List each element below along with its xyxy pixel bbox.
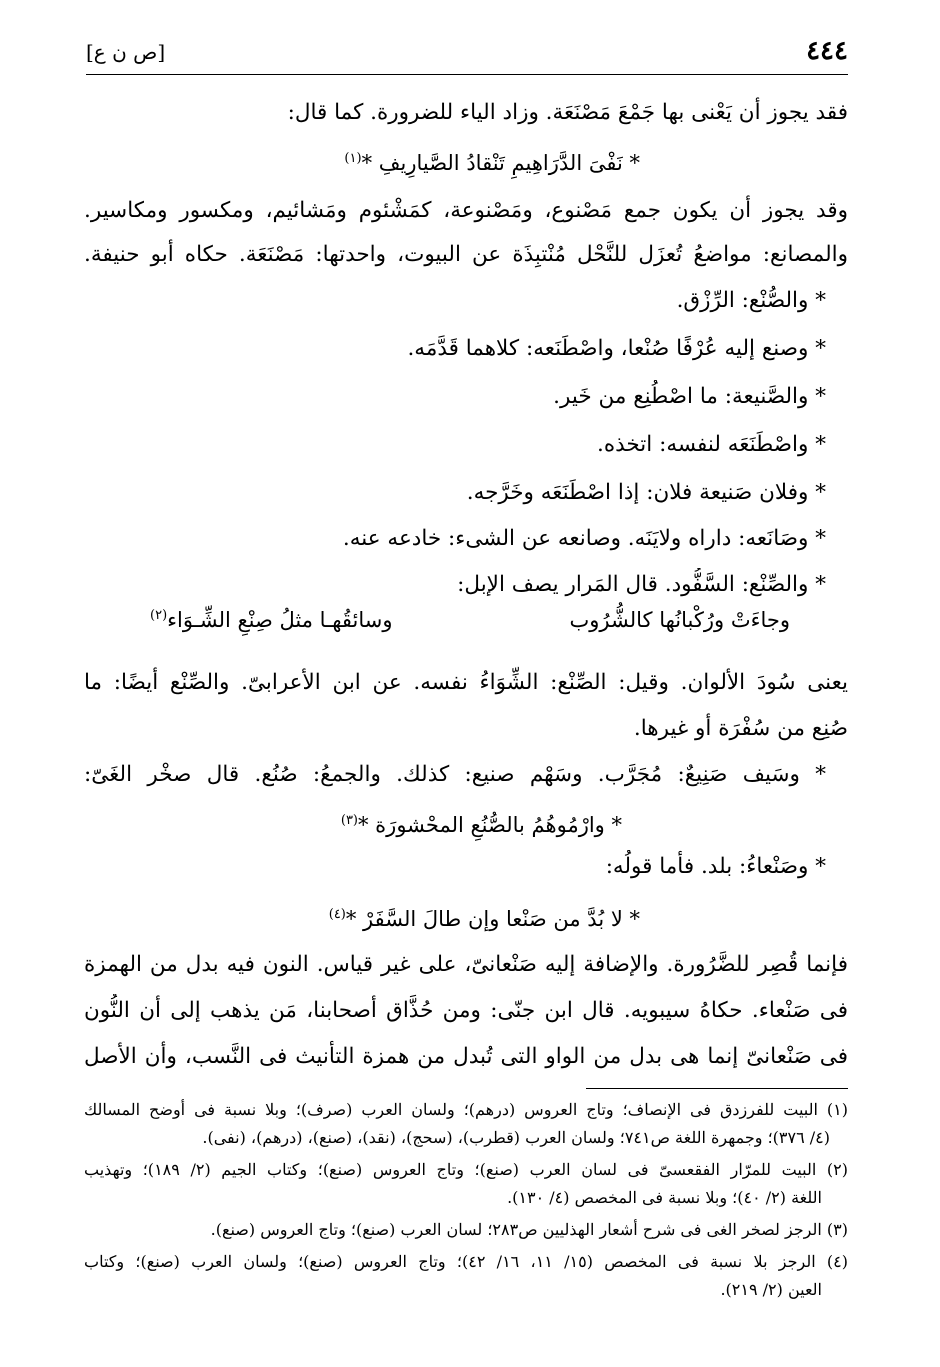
footnote-marker: (٣) [340, 813, 358, 828]
footnote-marker: (٢) [150, 608, 168, 623]
entry-line: * والصِّنْع: السَّفُّود. قال المَرار يصف الإبل: [457, 572, 826, 597]
text-line: فى صَنْعاء. حكاهُ سيبويه. قال ابن جنّى: ومن حُذَّاق أصحابنا، مَن يذهب إلى أن النُّون [84, 998, 848, 1023]
footnote-line: (١) البيت للفرزدق فى الإنصاف؛ وتاج العروس (درهم)؛ ولسان العرب (صرف)؛ وبلا نسبة فى أوضح المسالك [84, 1100, 848, 1119]
text-line: يعنى سُودَ الألوان. وقيل: الصِّنْع: الشِّوَاءُ نفسه. عن ابن الأعرابىّ. والصِّنْع أيضًا: ما [84, 670, 848, 695]
text-line: والمصانع: مواضعُ تُعزَل للنَّحْل مُنْتبِذَة عن البيوت، واحدتها: مَصْنَعَة. حكاه أبو حنيفة. [84, 242, 848, 267]
entry-line: * وفلان صَنيعة فلان: إذا اصْطَنَعَه وخَرَّجه. [466, 480, 826, 505]
header-rule [86, 74, 848, 75]
footnote-marker: (٤) [328, 907, 346, 922]
text-line: صُنِع من سُفْرَة أو غيرها. [633, 716, 848, 741]
entry-line: * والصَّنيعة: ما اصْطُنِع من خَير. [553, 384, 826, 409]
text-line: فإنما قُصِر للضَّرُورة. والإضافة إليه صَنْعانىّ، على غير قياس. النون فيه بدل من الهمزة [84, 952, 848, 977]
entry-line: * وسَيف صَنِيعٌ: مُجَرَّب. وسَهْم صنيع: كذلك. والجمعُ: صُنُع. قال صخْر الغَىّ: [84, 762, 826, 787]
footnote-line: (٢) البيت للمرّار الفقعسىّ فى لسان العرب (صنع)؛ وتاج العروس (صنع)؛ وكتاب الجيم (٢/ ١٨٩)؛ وتهذيب [84, 1160, 848, 1179]
poem-hemistich-right: وجاءَتْ ورُكْبانُها كالشُّرُوب [569, 608, 790, 632]
footnote-marker: (١) [344, 151, 362, 166]
text-line: فقد يجوز أن يَعْنى بها جَمْعَ مَصْنَعَة. وزاد الياء للضرورة. كما قال: [287, 100, 848, 125]
entry-line: * واصْطَنَعَه لنفسه: اتخذه. [597, 432, 826, 457]
entry-line: * وصنع إليه عُرْفًا صُنْعا، واصْطَنَعه: كلاهما قَدَّمَه. [407, 336, 826, 361]
verse-line [341, 804, 622, 842]
verse-text: * نَفْىَ الدَّرَاهِيمِ تَنْقادُ الصَّيارِيفِ * [361, 151, 640, 175]
entry-line: * وصَانَعه: داراه ولايَنَه. وصانعه عن الشىء: خادعه عنه. [342, 526, 826, 551]
footnote-line: (٤/ ٣٧٦)؛ وجمهرة اللغة ص٧٤١؛ ولسان العرب (قطرب)، (سحج)، (نقد)، (صنع)، (درهم)، (نفى). [202, 1128, 830, 1147]
text-line: وقد يجوز أن يكون جمع مَصْنوع، ومَصْنوعة، كمَشْئوم ومَشائيم، ومكسور ومكاسير. [84, 198, 848, 223]
poem-text-left: وسائقُهـا مثلُ صِنْعِ الشِّـوَاء [167, 608, 393, 632]
footnote-line: اللغة (٢/ ٤٠)؛ وبلا نسبة فى المخصص (٤/ ١٣٠). [507, 1188, 822, 1207]
footnote-line: العين (٢/ ٢١٩). [720, 1280, 822, 1299]
footnote-line: (٣) الرجز لصخر الغى فى شرح أشعار الهذليين ص٢٨٣؛ لسان العرب (صنع)؛ وتاج العروس (صنع). [210, 1220, 848, 1239]
verse-text: * لا بُدَّ من صَنْعا وإن طالَ السَّفَرْ * [345, 907, 640, 931]
verse-line [344, 142, 640, 180]
text-line: فى صَنْعانىّ إنما هى بدل من الواو التى تُبدل من همزة التأنيث فى النَّسب، وأن الأصل [84, 1044, 848, 1069]
page-header [86, 36, 848, 76]
poem-line [150, 608, 790, 642]
root-label: [ص ن ع] [86, 40, 166, 64]
entry-line: * وصَنْعاءُ: بلد. فأما قولُه: [605, 854, 826, 879]
poem-hemistich-left [150, 608, 393, 632]
entry-line: * والصُّنْع: الرِّزْق. [676, 288, 826, 313]
verse-line [329, 898, 640, 936]
footnote-line: (٤) الرجز بلا نسبة فى المخصص (١٥/ ١١، ١٦/ ٤٢)؛ وتاج العروس (صنع)؛ ولسان العرب (صنع)؛ وكتاب [84, 1252, 848, 1271]
verse-text: * وارْمُوهُمُ بالصُّنُعِ المحْشورَة * [358, 813, 622, 837]
page-number: ٤٤٤ [806, 36, 848, 66]
footnote-rule [586, 1088, 848, 1089]
